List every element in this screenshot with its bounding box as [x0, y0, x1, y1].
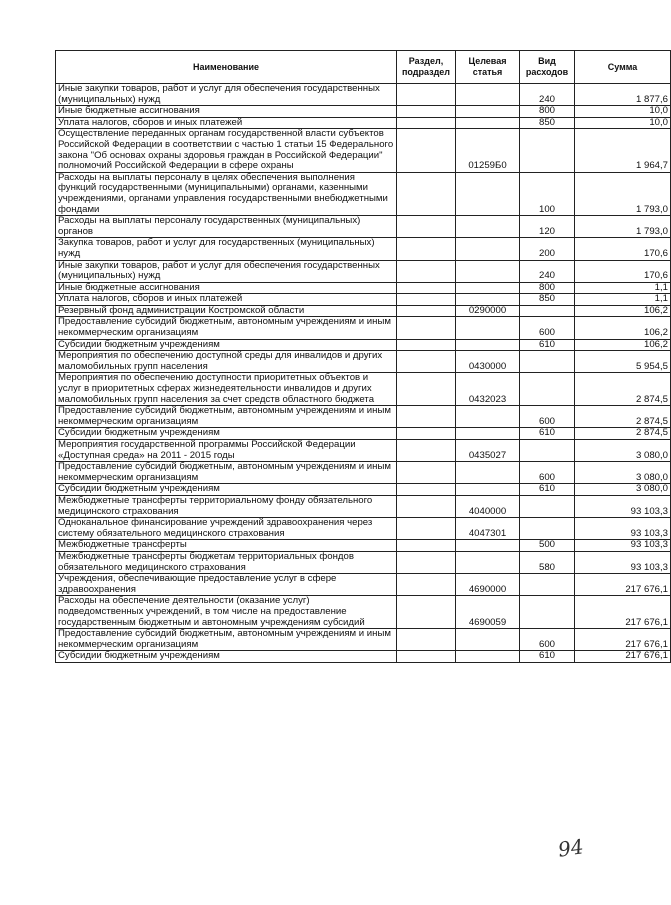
- header-target: Целевая статья: [456, 51, 520, 84]
- table-row: [56, 596, 671, 629]
- row-name: Субсидии бюджетным учреждениям: [56, 484, 397, 496]
- row-expense: 610: [520, 484, 575, 496]
- row-name: Субсидии бюджетным учреждениям: [56, 651, 397, 663]
- row-target: [456, 216, 520, 238]
- table-row: [56, 373, 671, 406]
- row-section: [397, 629, 456, 651]
- table-row: [56, 238, 671, 260]
- header-sum: Сумма: [575, 51, 671, 84]
- row-expense: 120: [520, 216, 575, 238]
- row-target: [456, 551, 520, 573]
- row-expense: 600: [520, 462, 575, 484]
- row-target: 01259Б0: [456, 129, 520, 172]
- row-target: 4040000: [456, 495, 520, 517]
- row-section: [397, 260, 456, 282]
- row-name: Иные бюджетные ассигнования: [56, 282, 397, 294]
- row-expense: 580: [520, 551, 575, 573]
- row-target: [456, 428, 520, 440]
- row-section: [397, 428, 456, 440]
- row-section: [397, 596, 456, 629]
- table-row: [56, 294, 671, 306]
- row-section: [397, 406, 456, 428]
- row-name: Предоставление субсидий бюджетным, автономным учреждениям и иным некоммерческим организациям: [56, 462, 397, 484]
- row-target: [456, 117, 520, 129]
- row-sum: 217 676,1: [575, 651, 671, 663]
- table-row: [56, 551, 671, 573]
- row-expense: 240: [520, 84, 575, 106]
- row-name: Иные закупки товаров, работ и услуг для обеспечения государственных (муниципальных) нужд: [56, 84, 397, 106]
- row-section: [397, 317, 456, 339]
- row-section: [397, 351, 456, 373]
- row-sum: 217 676,1: [575, 629, 671, 651]
- row-expense: [520, 373, 575, 406]
- header-expense: Вид расходов: [520, 51, 575, 84]
- page-number: 94: [556, 834, 585, 862]
- row-name: Предоставление субсидий бюджетным, автономным учреждениям и иным некоммерческим организациям: [56, 317, 397, 339]
- table-row: [56, 629, 671, 651]
- table-row: [56, 84, 671, 106]
- row-expense: [520, 596, 575, 629]
- row-section: [397, 518, 456, 540]
- row-target: [456, 172, 520, 215]
- row-section: [397, 339, 456, 351]
- row-sum: 106,2: [575, 339, 671, 351]
- row-section: [397, 129, 456, 172]
- row-name: Закупка товаров, работ и услуг для государственных (муниципальных) нужд: [56, 238, 397, 260]
- table-row: [56, 495, 671, 517]
- row-sum: 170,6: [575, 260, 671, 282]
- row-expense: [520, 129, 575, 172]
- row-sum: 3 080,0: [575, 462, 671, 484]
- row-section: [397, 117, 456, 129]
- table-row: [56, 518, 671, 540]
- row-name: Осуществление переданных органам государственной власти субъектов Российской Федерации в соответствии с частью 1 статьи 15 Федерального закона "Об основах охраны здоровья граждан в Российской Федерации" полномочий Российской Федерации в сфере охраны: [56, 129, 397, 172]
- row-section: [397, 373, 456, 406]
- row-name: Одноканальное финансирование учреждений здравоохранения через систему обязательного медицинского страхования: [56, 518, 397, 540]
- row-section: [397, 238, 456, 260]
- row-sum: 1,1: [575, 294, 671, 306]
- row-expense: 800: [520, 106, 575, 118]
- row-name: Резервный фонд администрации Костромской области: [56, 305, 397, 317]
- table-row: [56, 317, 671, 339]
- row-name: Межбюджетные трансферты бюджетам территориальных фондов обязательного медицинского страхования: [56, 551, 397, 573]
- table-row: [56, 129, 671, 172]
- row-target: 0432023: [456, 373, 520, 406]
- table-row: [56, 305, 671, 317]
- row-sum: 217 676,1: [575, 596, 671, 629]
- row-name: Межбюджетные трансферты: [56, 540, 397, 552]
- row-section: [397, 574, 456, 596]
- row-sum: 93 103,3: [575, 540, 671, 552]
- row-sum: 2 874,5: [575, 406, 671, 428]
- row-section: [397, 651, 456, 663]
- header-name: Наименование: [56, 51, 397, 84]
- row-name: Предоставление субсидий бюджетным, автономным учреждениям и иным некоммерческим организациям: [56, 629, 397, 651]
- row-section: [397, 484, 456, 496]
- row-name: Уплата налогов, сборов и иных платежей: [56, 294, 397, 306]
- row-target: [456, 282, 520, 294]
- budget-table: [55, 50, 671, 663]
- row-target: [456, 339, 520, 351]
- table-row: [56, 216, 671, 238]
- row-target: [456, 462, 520, 484]
- table-row: [56, 428, 671, 440]
- row-sum: 1 964,7: [575, 129, 671, 172]
- row-expense: [520, 351, 575, 373]
- row-expense: 200: [520, 238, 575, 260]
- row-target: [456, 238, 520, 260]
- row-expense: 600: [520, 406, 575, 428]
- row-section: [397, 106, 456, 118]
- row-expense: [520, 518, 575, 540]
- row-expense: 610: [520, 428, 575, 440]
- table-row: [56, 339, 671, 351]
- row-target: [456, 484, 520, 496]
- row-target: 4690059: [456, 596, 520, 629]
- row-target: [456, 406, 520, 428]
- row-expense: 850: [520, 294, 575, 306]
- row-sum: 106,2: [575, 317, 671, 339]
- table-body: [56, 84, 671, 663]
- row-name: Учреждения, обеспечивающие предоставление услуг в сфере здравоохранения: [56, 574, 397, 596]
- table-row: [56, 282, 671, 294]
- row-expense: 500: [520, 540, 575, 552]
- row-name: Расходы на выплаты персоналу в целях обеспечения выполнения функций государственными (муниципальными) органами, казенными учреждениями, органами управления государственными внебюджетными фондами: [56, 172, 397, 215]
- row-name: Предоставление субсидий бюджетным, автономным учреждениям и иным некоммерческим организациям: [56, 406, 397, 428]
- row-sum: 1 793,0: [575, 216, 671, 238]
- row-target: 0290000: [456, 305, 520, 317]
- row-sum: 217 676,1: [575, 574, 671, 596]
- row-sum: 93 103,3: [575, 551, 671, 573]
- row-section: [397, 294, 456, 306]
- row-section: [397, 84, 456, 106]
- table-row: [56, 462, 671, 484]
- row-name: Мероприятия по обеспечению доступной среды для инвалидов и других маломобильных групп населения: [56, 351, 397, 373]
- row-target: [456, 106, 520, 118]
- row-name: Субсидии бюджетным учреждениям: [56, 339, 397, 351]
- row-target: [456, 260, 520, 282]
- row-target: [456, 651, 520, 663]
- row-section: [397, 305, 456, 317]
- row-section: [397, 172, 456, 215]
- row-sum: 170,6: [575, 238, 671, 260]
- row-expense: 240: [520, 260, 575, 282]
- row-expense: [520, 305, 575, 317]
- row-expense: 800: [520, 282, 575, 294]
- row-name: Иные бюджетные ассигнования: [56, 106, 397, 118]
- row-target: 0435027: [456, 440, 520, 462]
- row-sum: 10,0: [575, 106, 671, 118]
- row-expense: [520, 495, 575, 517]
- table-row: [56, 351, 671, 373]
- table-row: [56, 440, 671, 462]
- row-target: 4047301: [456, 518, 520, 540]
- row-name: Мероприятия государственной программы Российской Федерации «Доступная среда» на 2011 - 2015 годы: [56, 440, 397, 462]
- table-row: [56, 574, 671, 596]
- row-sum: 93 103,3: [575, 518, 671, 540]
- row-name: Расходы на обеспечение деятельности (оказание услуг) подведомственных учреждений, в том числе на предоставление государственным бюджетным и автономным учреждениям субсидий: [56, 596, 397, 629]
- row-expense: [520, 440, 575, 462]
- table-row: [56, 106, 671, 118]
- table-row: [56, 406, 671, 428]
- row-sum: 3 080,0: [575, 484, 671, 496]
- row-section: [397, 540, 456, 552]
- row-sum: 1 877,6: [575, 84, 671, 106]
- row-target: [456, 629, 520, 651]
- row-section: [397, 462, 456, 484]
- table-row: [56, 172, 671, 215]
- table-row: [56, 540, 671, 552]
- row-section: [397, 282, 456, 294]
- row-target: 0430000: [456, 351, 520, 373]
- row-expense: 610: [520, 651, 575, 663]
- row-name: Межбюджетные трансферты территориальному фонду обязательного медицинского страхования: [56, 495, 397, 517]
- row-target: [456, 317, 520, 339]
- row-expense: [520, 574, 575, 596]
- row-target: [456, 84, 520, 106]
- row-sum: 93 103,3: [575, 495, 671, 517]
- table-row: [56, 260, 671, 282]
- row-sum: 2 874,5: [575, 428, 671, 440]
- row-sum: 10,0: [575, 117, 671, 129]
- table-header-row: [56, 51, 671, 84]
- table-row: [56, 117, 671, 129]
- header-section: Раздел, подраздел: [397, 51, 456, 84]
- row-expense: 610: [520, 339, 575, 351]
- row-section: [397, 551, 456, 573]
- table-row: [56, 484, 671, 496]
- row-sum: 1,1: [575, 282, 671, 294]
- row-expense: 600: [520, 629, 575, 651]
- row-name: Субсидии бюджетным учреждениям: [56, 428, 397, 440]
- row-target: 4690000: [456, 574, 520, 596]
- row-expense: 850: [520, 117, 575, 129]
- row-sum: 106,2: [575, 305, 671, 317]
- row-target: [456, 540, 520, 552]
- row-sum: 1 793,0: [575, 172, 671, 215]
- row-name: Расходы на выплаты персоналу государственных (муниципальных) органов: [56, 216, 397, 238]
- row-target: [456, 294, 520, 306]
- row-expense: 600: [520, 317, 575, 339]
- row-sum: 2 874,5: [575, 373, 671, 406]
- row-section: [397, 440, 456, 462]
- row-section: [397, 216, 456, 238]
- row-name: Уплата налогов, сборов и иных платежей: [56, 117, 397, 129]
- table-row: [56, 651, 671, 663]
- row-expense: 100: [520, 172, 575, 215]
- row-sum: 3 080,0: [575, 440, 671, 462]
- row-sum: 5 954,5: [575, 351, 671, 373]
- row-name: Мероприятия по обеспечению доступности приоритетных объектов и услуг в приоритетных сферах жизнедеятельности инвалидов и других маломобильных групп населения за счет средств областного бюджета: [56, 373, 397, 406]
- row-name: Иные закупки товаров, работ и услуг для обеспечения государственных (муниципальных) нужд: [56, 260, 397, 282]
- row-section: [397, 495, 456, 517]
